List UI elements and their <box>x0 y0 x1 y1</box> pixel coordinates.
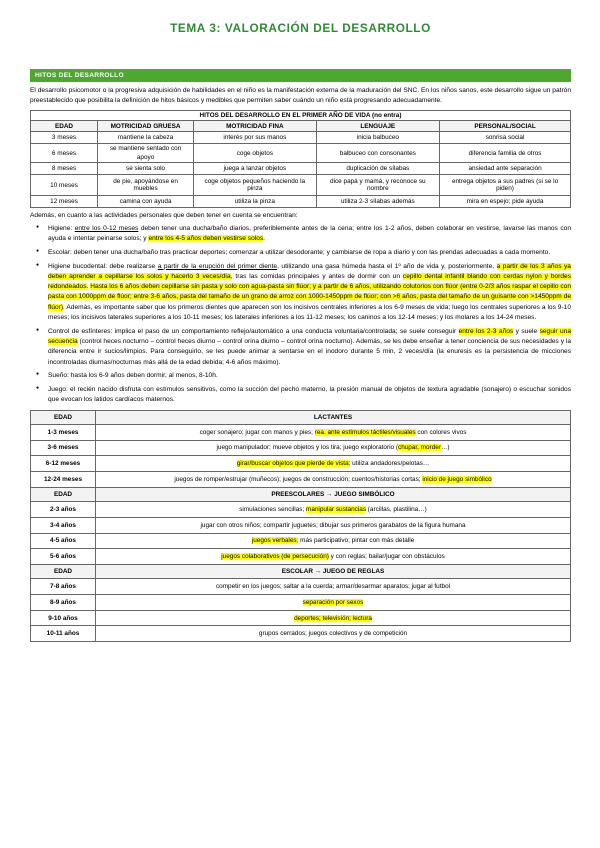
text-run: : hasta los 6-9 años deben dormir, al menos, 8-10h. <box>67 372 218 380</box>
highlighted-text: juegos colaborativos (de persecución) <box>221 553 329 561</box>
item-label: Escolar <box>48 248 70 256</box>
activities-intro: Además, en cuanto a las actividades personales que deben tener en cuenta se encuentran: <box>30 212 298 220</box>
activity-cell <box>96 579 571 595</box>
activity-cell <box>96 424 571 440</box>
highlighted-text: rea. ante estímulos táctiles/visuales <box>314 428 416 436</box>
table-cell: dice papá y mamá, y reconoce su nombre <box>316 175 440 196</box>
text-run: juego manipulador; mueve objetos y los tira; juego exploratorio ( <box>216 444 398 452</box>
text-run: jugar con otros niños; compartir juguetes; dibujar sus primeros garabatos de la figura humana <box>200 521 466 529</box>
milestones-table-caption: HITOS DEL DESARROLLO EN EL PRIMER AÑO DE VIDA (no entra) <box>31 111 571 121</box>
table-cell: juega a lanzar objetos <box>194 163 316 175</box>
age-header: EDAD <box>31 487 96 501</box>
table-row <box>31 456 571 472</box>
table-cell: inicia balbuceo <box>316 132 440 144</box>
activity-cell <box>96 626 571 642</box>
text-run: (control heces nocturno – control heces diurno – control orina diurno – control orina nocturno). Además, se les debe enseñar a tener conciencia de sus necesidades y la diferencia entre ir sucios/limpios. Para conseguirlo, se les puede animar a sentarse en el inodoro durante 5 min, 2 veces/día (la enuresis es la persistencia de micciones incontroladas diurnas/nocturnas más allá de la edad debida; 4-6 años máximo). <box>48 338 571 366</box>
table-row <box>31 594 571 610</box>
item-label: Juego <box>48 386 66 394</box>
group-label: PREESCOLARES → JUEGO SIMBÓLICO <box>96 487 571 501</box>
underlined-text: a partir de la erupción del primer diente <box>157 262 278 270</box>
text-run: ; más participativo; pintar con más detalle <box>296 537 415 545</box>
table-cell: 10 meses <box>31 175 98 196</box>
milestones-header: MOTRICIDAD GRUESA <box>98 121 194 132</box>
table-cell: utiliza la pinza <box>194 196 316 208</box>
highlighted-text: a partir de los 3 años ya deben aprender a cepillarse los solos y hacerlo 3 veces/día <box>48 262 571 280</box>
table-cell: camina con ayuda <box>98 196 194 208</box>
age-cell: 4-5 años <box>31 533 96 549</box>
table-cell: 3 meses <box>31 132 98 144</box>
text-run: : <box>70 224 75 232</box>
group-label: ESCOLAR → JUEGO DE REGLAS <box>96 565 571 579</box>
age-cell: 8-9 años <box>31 594 96 610</box>
text-run: . <box>86 283 91 291</box>
table-row <box>31 579 571 595</box>
table-row <box>31 196 571 208</box>
age-cell: 9-10 años <box>31 610 96 626</box>
milestones-header: PERSONAL/SOCIAL <box>440 121 571 132</box>
table-cell: 12 meses <box>31 196 98 208</box>
table-row <box>31 610 571 626</box>
list-item <box>48 327 571 368</box>
text-run: y con reglas; bailar/jugar con obstáculos <box>328 553 445 561</box>
table-row <box>31 626 571 642</box>
age-cell: 7-8 años <box>31 579 96 595</box>
activity-cell <box>96 594 571 610</box>
table-cell: coge objetos <box>194 144 316 163</box>
milestones-header: MOTRICIDAD FINA <box>194 121 316 132</box>
item-label: Higiene bucodental <box>48 262 106 270</box>
table-cell: sonrisa social <box>440 132 571 144</box>
highlighted-text: entre los 4-5 años deben vestirse solos <box>148 235 264 242</box>
milestones-header: LENGUAJE <box>316 121 440 132</box>
text-run: , utilizando una gasa húmeda hasta el 1º año de vida y, posteriormente, <box>277 262 497 270</box>
table-cell: mira en espejo; pide ayuda <box>440 196 571 208</box>
activity-cell <box>96 472 571 488</box>
text-run: grupos cerrados; juegos colectivos y de competición <box>258 630 408 638</box>
table-row <box>31 517 571 533</box>
activity-cell <box>96 501 571 517</box>
table-cell: 6 meses <box>31 144 98 163</box>
highlighted-text: manipular sustancias <box>306 505 367 513</box>
list-item <box>48 262 571 324</box>
highlighted-text: inicio de juego simbólico <box>422 475 492 483</box>
table-cell: utiliza 2-3 sílabas además <box>316 196 440 208</box>
table-cell: diferencia familia de otros <box>440 144 571 163</box>
table-row <box>31 549 571 565</box>
age-cell: 1-3 meses <box>31 424 96 440</box>
table-cell: interés por sus manos <box>194 132 316 144</box>
age-cell: 6-12 meses <box>31 456 96 472</box>
activity-cell <box>96 549 571 565</box>
table-row <box>31 501 571 517</box>
text-run: . Además, es importante saber que los primeros dientes que aparecen son los incisivos centrales inferiores a los 6-9 meses de vida; luego los centrales superiores a los 9-10 meses; los incisivos laterales superiores a los 10-11 meses; los laterales inferiores a los 11-12 meses; los caninos a los 12-14 meses; y los molares a los 14-24 meses. <box>48 303 571 321</box>
group-header-row <box>31 487 571 501</box>
text-run: , tras las comidas principales y antes de dormir con un <box>230 272 403 280</box>
highlighted-text: separación por sexos <box>302 598 364 606</box>
table-cell: mantiene la cabeza <box>98 132 194 144</box>
text-run: coger sonajero; jugar con manos y pies; <box>199 428 315 436</box>
text-run: . <box>263 235 266 242</box>
age-cell: 12-24 meses <box>31 472 96 488</box>
age-header: EDAD <box>31 565 96 579</box>
highlighted-text: juegos verbales <box>251 537 297 545</box>
activity-cell <box>96 517 571 533</box>
table-cell: duplicación de sílabas <box>316 163 440 175</box>
table-row <box>31 175 571 196</box>
age-cell: 10-11 años <box>31 626 96 642</box>
underlined-text: entre los 0-12 meses <box>74 224 139 232</box>
section-header: HITOS DEL DESARROLLO <box>30 69 571 82</box>
table-row <box>31 132 571 144</box>
table-row <box>31 424 571 440</box>
text-run: (arcillas, plastilina…) <box>366 505 427 513</box>
milestones-table <box>30 110 571 208</box>
table-cell: de pie, apoyándose en muebles <box>98 175 194 196</box>
list-item <box>48 385 571 406</box>
age-cell: 3-4 años <box>31 517 96 533</box>
highlighted-text: seguir una secuencia <box>48 327 571 346</box>
text-run: : el recién nacido disfruta con estímulos sensitivos, como la succión del pecho materno, la presión manual de objetos de textura agradable (sonajero) o escuchar sonidos que evocan los latidos cardíacos maternos. <box>48 386 571 404</box>
highlighted-text: entre los 2-3 años <box>458 327 514 335</box>
list-item <box>48 224 571 245</box>
table-cell: entrega objetos a sus padres (si se lo piden) <box>440 175 571 196</box>
intro-paragraph: El desarrollo psicomotor o la progresiva adquisición de habilidades en el niño es la manifestación externa de la maduración del SNC. En los niños sanos, este desarrollo sigue un patrón preestablecido que posibilita la definición de hitos básicos y medibles que permiten saber cuándo un niño está progresando adecuadamente. <box>30 87 571 104</box>
text-run: simulaciones sencillas; <box>239 505 306 513</box>
age-cell: 5-6 años <box>31 549 96 565</box>
highlighted-text: girar/buscar objetos que pierde de vista <box>236 460 349 468</box>
highlighted-text: chupar, morder <box>398 444 441 452</box>
play-table <box>30 410 571 643</box>
item-label: Sueño <box>48 372 68 380</box>
age-cell: 2-3 años <box>31 501 96 517</box>
text-run: : implica el paso de un comportamiento reflejo/automático a una conducta voluntaria/controlada; se suele conseguir <box>110 327 459 335</box>
text-run: : deben tener una ducha/baño tras practicar deportes; comenzar a utilizar desodorante; y cambiarse de ropa a diario y con las prendas adecuadas a cada momento. <box>70 248 551 256</box>
activity-cell <box>96 610 571 626</box>
list-item <box>48 248 571 258</box>
table-cell: 8 meses <box>31 163 98 175</box>
milestones-header: EDAD <box>31 121 98 132</box>
group-header-row <box>31 410 571 424</box>
age-header: EDAD <box>31 410 96 424</box>
item-label: Higiene <box>48 224 71 232</box>
list-item <box>48 371 571 381</box>
table-cell: balbuceo con consonantes <box>316 144 440 163</box>
table-row <box>31 472 571 488</box>
group-label: LACTANTES <box>96 410 571 424</box>
activity-cell <box>96 456 571 472</box>
text-run: deben tener una ducha/baño diarios, preferiblemente antes de la cena; entre los 1-2 años, deben colaborar en vestirse, lavarse las manos con ayuda e intentar peinarse solos; y <box>48 224 571 242</box>
text-run: …) <box>440 444 450 452</box>
table-cell: ansiedad ante separación <box>440 163 571 175</box>
text-run: y suele <box>513 327 540 335</box>
activity-cell <box>96 533 571 549</box>
item-label: Control de esfínteres <box>48 327 111 335</box>
table-cell: se mantiene sentado con apoyo <box>98 144 194 163</box>
table-row <box>31 144 571 163</box>
table-cell: coge objetos pequeños haciendo la pinza <box>194 175 316 196</box>
table-row <box>31 440 571 456</box>
text-run: ; utiliza andadores/pelotas… <box>348 460 430 468</box>
table-cell: se sienta solo <box>98 163 194 175</box>
page-title: TEMA 3: VALORACIÓN DEL DESARROLLO <box>170 21 431 35</box>
text-run: : debe realizarse <box>105 262 158 270</box>
group-header-row <box>31 565 571 579</box>
text-run: juegos de romper/estrujar (muñecos); juegos de construcción; cuentos/historias cortas; <box>174 475 423 483</box>
highlighted-text: deportes; televisión; lectura <box>294 614 372 622</box>
activities-list <box>30 224 571 406</box>
highlighted-text: cepillo dental infantil blando con cerdas nylon y bordes redondeados <box>48 272 571 291</box>
activity-cell <box>96 440 571 456</box>
age-cell: 3-6 meses <box>31 440 96 456</box>
highlighted-text: Hasta los 6 años deben cepillarse sin pasta y solo con agua-pasta sin flúor; y a partir de 6 años, utilizando colutorios con flúor (entre 0-2/3 años raspar el cepillo con pasta con 1000ppm de flúor; entre 3-6 años, pasta del tamaño de un grano de arroz con 1000-1450ppm de flúor; con >6 años, pasta del tamaño de un guisante con >1450ppm de flúor) <box>48 283 571 311</box>
text-run: con colores vivos <box>415 428 467 436</box>
table-row <box>31 533 571 549</box>
text-run: competir en los juegos; saltar a la cuerda; armar/desarmar aparatos; jugar al futbol <box>215 582 451 590</box>
table-row <box>31 163 571 175</box>
